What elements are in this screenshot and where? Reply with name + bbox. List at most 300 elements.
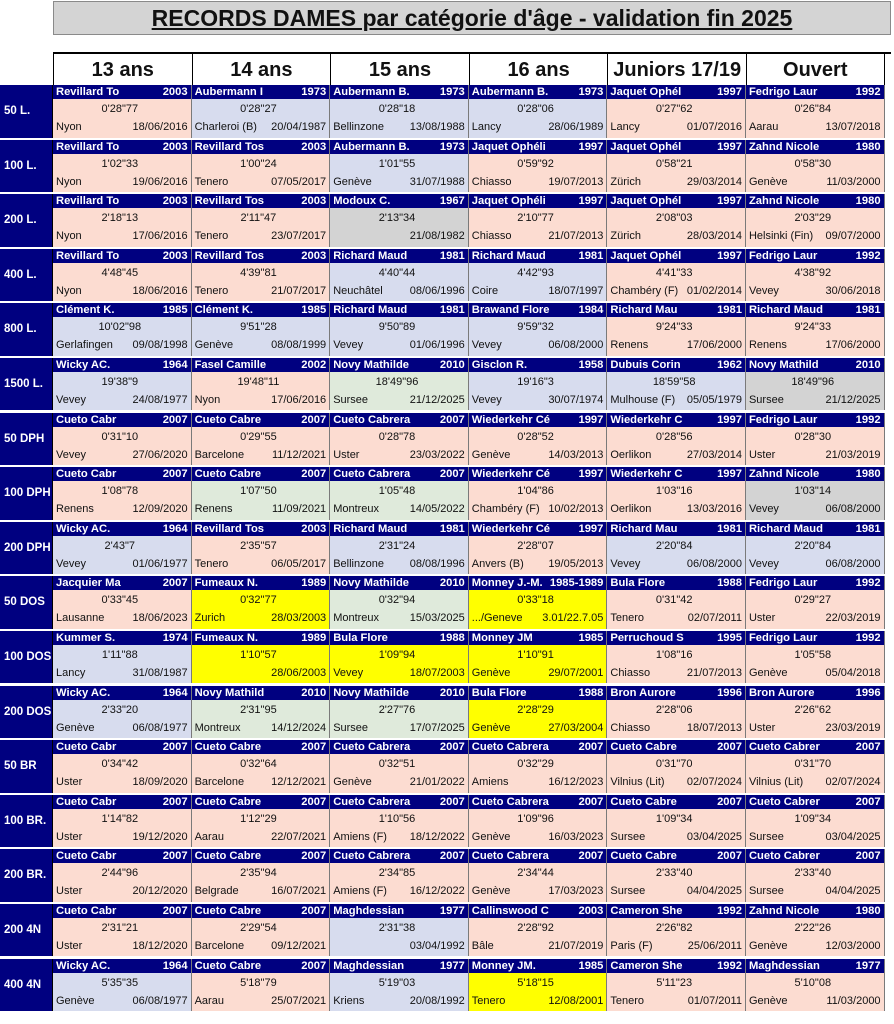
record-place: Genève — [333, 175, 372, 188]
record-cell — [330, 85, 469, 138]
record-holder-name: Jaquet Ophél — [610, 249, 682, 262]
record-date: 09/07/2000 — [825, 230, 881, 243]
record-holder-name: Wiederkehr C — [610, 468, 683, 481]
record-date: 05/04/2018 — [825, 666, 881, 679]
birth-year: 1988 — [439, 631, 465, 644]
record-cell — [53, 795, 192, 848]
record-cell — [192, 576, 331, 629]
record-cell — [330, 194, 469, 247]
record-time: 2'18"13 — [101, 212, 139, 225]
record-time: 2'26"82 — [655, 921, 693, 934]
record-holder-bar — [746, 85, 884, 99]
record-place: Genève — [471, 830, 511, 843]
record-date: 29/07/2001 — [548, 666, 604, 679]
table-row — [0, 467, 894, 520]
record-time: 1'03"16 — [655, 485, 693, 498]
record-holder-name: Fedrigo Laur — [748, 631, 818, 644]
category-header-row — [53, 52, 891, 86]
birth-year: 1992 — [717, 959, 742, 972]
record-holder-name: Bula Flore — [610, 577, 666, 590]
record-date: 11/12/2021 — [271, 448, 327, 461]
record-time: 19'48"11 — [237, 375, 280, 388]
record-cell — [746, 631, 885, 684]
record-holder-name: Zahnd Nicole — [748, 140, 820, 153]
record-time: 1'08"78 — [101, 485, 139, 498]
record-cell — [469, 303, 608, 356]
birth-year: 2010 — [439, 577, 465, 590]
record-time: 1'10"57 — [240, 648, 277, 661]
record-holder-bar — [53, 795, 191, 809]
record-holder-bar — [330, 303, 468, 317]
record-date: 18/09/2020 — [132, 776, 188, 789]
record-holder-name: Wicky AC. — [56, 358, 111, 371]
record-cell — [746, 522, 885, 575]
record-cell — [746, 85, 885, 138]
record-time: 1'09"34 — [794, 812, 832, 825]
birth-year: 2007 — [301, 741, 327, 754]
record-cell — [53, 140, 192, 193]
record-cell — [469, 959, 608, 1012]
record-place: Aarau — [194, 994, 224, 1007]
record-cell — [607, 249, 746, 302]
record-cell — [607, 358, 746, 411]
record-holder-bar — [607, 413, 745, 427]
record-holder-name: Cueto Cabre — [610, 795, 677, 808]
record-time: 18'49"96 — [791, 375, 835, 388]
record-place: Vevey — [748, 284, 779, 297]
record-holder-name: Monney JM — [471, 631, 533, 644]
record-date: 03/04/2025 — [686, 830, 742, 843]
record-time: 5'18"79 — [240, 976, 277, 989]
record-time: 9'50"89 — [378, 321, 416, 334]
record-cell — [192, 140, 331, 193]
event-label: 50 DOS — [4, 596, 45, 609]
record-time: 5'19"03 — [378, 976, 416, 989]
record-cell — [330, 849, 469, 902]
record-date: 11/03/2000 — [826, 175, 881, 188]
record-holder-name: Zahnd Nicole — [748, 904, 820, 917]
birth-year: 1962 — [717, 358, 742, 371]
record-time: 2'31"38 — [378, 921, 416, 934]
record-place: Chiasso — [610, 721, 651, 734]
record-date: 25/06/2011 — [687, 939, 742, 952]
record-time: 0'29"27 — [794, 594, 832, 607]
birth-year: 2007 — [439, 850, 465, 863]
record-place: Kriens — [333, 994, 365, 1007]
birth-year: 1981 — [578, 249, 604, 262]
birth-year: 2003 — [301, 522, 327, 535]
record-holder-name: Fasel Camille — [194, 358, 267, 371]
table-row — [0, 303, 894, 356]
event-label: 100 BR. — [4, 814, 47, 827]
record-holder-name: Cueto Cabr — [56, 850, 117, 863]
record-holder-bar — [607, 194, 745, 208]
record-holder-bar — [469, 413, 607, 427]
record-cell — [469, 631, 608, 684]
record-cell — [192, 249, 331, 302]
record-date: 24/08/1977 — [132, 393, 188, 406]
record-holder-bar — [746, 849, 884, 863]
event-label: 100 L. — [4, 159, 37, 172]
record-date: 06/08/1977 — [132, 721, 188, 734]
record-date: 04/04/2025 — [825, 885, 881, 898]
record-holder-bar — [192, 686, 330, 700]
record-time: 2'20"84 — [655, 539, 693, 552]
table-row — [0, 358, 894, 411]
record-cell — [330, 522, 469, 575]
record-place: Lancy — [56, 666, 86, 679]
record-holder-bar — [607, 522, 745, 536]
record-place: Tenero — [610, 612, 645, 625]
record-holder-name: Cueto Cabre — [610, 741, 677, 754]
record-holder-name: Bula Flore — [471, 686, 527, 699]
table-row — [0, 85, 894, 138]
record-holder-bar — [746, 194, 884, 208]
record-time: 4'40"44 — [378, 266, 416, 279]
record-date: 19/07/2013 — [548, 175, 604, 188]
record-holder-name: Cameron She — [610, 959, 683, 972]
birth-year: 2007 — [717, 741, 742, 754]
record-date: 21/07/2013 — [686, 666, 742, 679]
record-place: Tenero — [194, 284, 229, 297]
record-holder-name: Cueto Cabrera — [333, 741, 411, 754]
event-label: 200 DPH — [4, 541, 51, 554]
birth-year: 2010 — [439, 358, 465, 371]
record-place: Tenero — [471, 994, 506, 1007]
record-cell — [607, 140, 746, 193]
birth-year: 1981 — [855, 522, 881, 535]
record-holder-bar — [192, 631, 330, 645]
record-time: 4'38"92 — [794, 266, 832, 279]
record-holder-name: Novy Mathild — [194, 686, 265, 699]
birth-year: 1974 — [162, 631, 188, 644]
record-time: 0'28"27 — [240, 103, 277, 115]
record-place: Amiens (F) — [333, 830, 387, 843]
record-holder-name: Jacquier Ma — [56, 577, 121, 590]
record-time: 9'24"33 — [655, 321, 693, 334]
record-cell — [746, 849, 885, 902]
record-time: 5'11"23 — [656, 976, 693, 989]
record-holder-name: Cueto Cabre — [194, 468, 262, 481]
record-holder-bar — [53, 959, 191, 973]
record-time: 1'07"50 — [240, 485, 277, 498]
record-holder-bar — [469, 795, 607, 809]
birth-year: 1984 — [578, 304, 604, 317]
birth-year: 2007 — [162, 904, 188, 917]
record-cell — [607, 849, 746, 902]
record-holder-bar — [53, 576, 191, 590]
record-time: 0'58"30 — [794, 157, 832, 170]
event-label: 200 DOS — [4, 705, 52, 718]
record-date: 12/03/2000 — [825, 939, 881, 952]
record-date: 12/09/2020 — [132, 503, 188, 516]
record-time: 0'27"62 — [655, 103, 693, 115]
record-cell — [607, 467, 746, 520]
record-time: 2'22"26 — [794, 921, 832, 934]
record-time: 18'59"58 — [652, 375, 696, 388]
record-time: 9'51"28 — [240, 321, 277, 334]
record-time: 2'10"77 — [517, 212, 554, 225]
birth-year: 2007 — [439, 741, 465, 754]
birth-year: 1985 — [578, 959, 604, 972]
record-holder-name: Cueto Cabre — [194, 850, 262, 863]
record-cell — [607, 413, 746, 466]
record-time: 5'35"35 — [101, 976, 139, 989]
event-label-cell — [0, 140, 53, 193]
birth-year: 1977 — [855, 959, 881, 972]
record-holder-name: Wiederkehr Cé — [471, 413, 551, 426]
record-time: 1'08"16 — [655, 648, 693, 661]
record-holder-name: Bron Aurore — [610, 686, 676, 699]
record-place: Zürich — [610, 175, 641, 188]
record-time: 19'16"3 — [517, 375, 554, 388]
event-label-cell — [0, 358, 53, 411]
record-holder-name: Revillard To — [56, 86, 120, 98]
record-holder-bar — [469, 194, 607, 208]
record-cell — [192, 522, 331, 575]
table-row — [0, 904, 894, 957]
record-time: 0'33"45 — [101, 594, 139, 607]
record-cell — [53, 358, 192, 411]
record-holder-name: Brawand Flore — [471, 304, 550, 317]
record-cell — [192, 303, 331, 356]
record-date: 29/03/2014 — [686, 175, 742, 188]
record-holder-bar — [330, 85, 468, 99]
record-time: 0'32"94 — [378, 594, 416, 607]
record-place: Vevey — [56, 448, 86, 461]
birth-year: 2003 — [162, 86, 188, 98]
record-holder-bar — [746, 413, 884, 427]
record-holder-name: Revillard Tos — [194, 522, 265, 535]
birth-year: 2007 — [717, 850, 742, 863]
record-holder-bar — [192, 522, 330, 536]
table-row — [0, 686, 894, 739]
record-date: 21/01/2022 — [409, 776, 465, 789]
record-place: Lancy — [610, 121, 640, 133]
event-label: 400 4N — [4, 978, 42, 991]
record-cell — [330, 249, 469, 302]
category-header: 13 ans — [53, 54, 192, 86]
birth-year: 2007 — [578, 850, 604, 863]
record-time: 5'10"08 — [794, 976, 832, 989]
record-holder-bar — [330, 686, 468, 700]
record-holder-name: Cueto Cabr — [56, 413, 117, 426]
record-cell — [469, 849, 608, 902]
record-place: Bâle — [471, 939, 494, 952]
record-place: Anvers (B) — [471, 557, 524, 570]
birth-year: 1980 — [855, 468, 881, 481]
record-place: Montreux — [333, 612, 380, 625]
record-time: 2'43"7 — [104, 539, 136, 552]
record-date: 30/07/1974 — [548, 393, 604, 406]
record-holder-name: Clément K. — [194, 304, 254, 317]
record-date: 06/08/1977 — [132, 994, 188, 1007]
record-time: 2'33"40 — [794, 867, 832, 880]
record-cell — [192, 358, 331, 411]
record-holder-bar — [469, 249, 607, 263]
record-holder-name: Novy Mathild — [748, 358, 819, 371]
record-place: Vevey — [333, 666, 364, 679]
record-place: Uster — [56, 830, 83, 843]
record-holder-name: Cueto Cabre — [610, 850, 677, 863]
record-time: 19'38"9 — [101, 375, 139, 388]
record-place: Oerlikon — [610, 448, 652, 461]
record-time: 0'31"70 — [794, 758, 832, 771]
birth-year: 2007 — [855, 850, 881, 863]
record-place: Belgrade — [194, 885, 239, 898]
record-place: Genève — [194, 339, 234, 352]
record-place: Paris (F) — [610, 939, 653, 952]
record-holder-bar — [192, 740, 330, 754]
record-time: 0'28"06 — [517, 103, 554, 115]
birth-year: 1992 — [717, 904, 742, 917]
record-time: 2'28"07 — [517, 539, 554, 552]
record-holder-bar — [192, 140, 330, 154]
record-time: 1'02"33 — [101, 157, 139, 170]
record-time: 0'28"52 — [517, 430, 554, 443]
record-cell — [469, 467, 608, 520]
record-holder-bar — [746, 631, 884, 645]
record-time: 0'34"42 — [101, 758, 139, 771]
record-holder-name: Cueto Cabr — [56, 468, 117, 481]
birth-year: 1997 — [717, 468, 742, 481]
birth-year: 1997 — [717, 86, 742, 98]
record-cell — [192, 959, 331, 1012]
record-holder-bar — [53, 413, 191, 427]
record-time: 1'09"94 — [378, 648, 416, 661]
record-place: Genève — [56, 994, 95, 1007]
record-date: 01/06/1996 — [409, 339, 465, 352]
record-cell — [469, 85, 608, 138]
record-time: 1'14"82 — [101, 812, 139, 825]
record-place: Vilnius (Lit) — [610, 776, 665, 789]
record-holder-bar — [469, 522, 607, 536]
record-holder-bar — [746, 249, 884, 263]
record-time: 2'11"47 — [240, 212, 277, 225]
event-label: 200 BR. — [4, 869, 47, 882]
birth-year: 1981 — [439, 304, 465, 317]
record-cell — [53, 303, 192, 356]
event-label: 400 L. — [4, 268, 37, 281]
record-holder-name: Richard Maud — [471, 249, 546, 262]
record-place: Uster — [56, 885, 83, 898]
record-holder-name: Revillard Tos — [194, 140, 265, 153]
birth-year: 1964 — [162, 959, 188, 972]
record-date: 18/06/2016 — [132, 284, 188, 297]
record-holder-name: Kummer S. — [56, 631, 116, 644]
record-place: Vevey — [748, 503, 779, 516]
record-holder-name: Richard Maud — [333, 304, 408, 317]
record-time: 1'01"55 — [378, 157, 416, 170]
record-place: Vevey — [471, 393, 502, 406]
birth-year: 2007 — [439, 795, 465, 808]
record-time: 1'10"56 — [378, 812, 416, 825]
record-holder-name: Cueto Cabre — [194, 413, 262, 426]
record-place: Vevey — [610, 557, 641, 570]
record-cell — [53, 467, 192, 520]
record-cell — [192, 631, 331, 684]
record-date: 17/06/2016 — [271, 393, 327, 406]
record-holder-name: Bula Flore — [333, 631, 388, 644]
record-cell — [330, 904, 469, 957]
record-holder-bar — [53, 303, 191, 317]
record-holder-name: Maghdessian — [748, 959, 820, 972]
record-time: 2'35"57 — [240, 539, 277, 552]
record-date: 13/03/2016 — [686, 503, 742, 516]
birth-year: 2010 — [439, 686, 465, 699]
record-date: 31/07/1988 — [409, 175, 465, 188]
record-holder-bar — [607, 849, 745, 863]
record-date: 22/07/2021 — [271, 830, 327, 843]
record-place: Lausanne — [56, 612, 105, 625]
record-holder-name: Cueto Cabrera — [333, 413, 411, 426]
record-holder-bar — [330, 194, 468, 208]
record-time: 4'48"45 — [101, 266, 139, 279]
record-cell — [607, 576, 746, 629]
record-place: Chambéry (F) — [610, 284, 679, 297]
record-time: 1'05"48 — [378, 485, 416, 498]
record-holder-bar — [469, 358, 607, 372]
record-time: 4'39"81 — [240, 266, 277, 279]
record-cell — [469, 740, 608, 793]
record-date: 17/06/2000 — [686, 339, 742, 352]
record-holder-bar — [330, 413, 468, 427]
record-holder-name: Aubermann B. — [333, 140, 410, 153]
record-date: 01/02/2014 — [686, 284, 742, 297]
record-place: Amiens (F) — [333, 885, 387, 898]
record-holder-name: Novy Mathilde — [333, 358, 410, 371]
event-label: 50 BR — [4, 760, 37, 773]
record-cell — [469, 413, 608, 466]
record-holder-name: Aubermann B. — [471, 86, 549, 98]
record-holder-bar — [607, 140, 745, 154]
record-holder-name: Fumeaux N. — [194, 577, 259, 590]
record-date: 19/12/2020 — [132, 830, 188, 843]
record-holder-name: Jaquet Ophéli — [471, 140, 546, 153]
record-holder-name: Fedrigo Laur — [748, 249, 818, 262]
birth-year: 1973 — [301, 86, 327, 98]
record-holder-bar — [469, 631, 607, 645]
record-place: Vevey — [748, 557, 779, 570]
record-place: Genève — [471, 721, 511, 734]
record-place: Sursee — [610, 830, 646, 843]
record-holder-bar — [192, 358, 330, 372]
record-holder-name: Jaquet Ophéli — [471, 195, 546, 208]
record-holder-bar — [607, 795, 745, 809]
record-cell — [192, 467, 331, 520]
record-cell — [330, 686, 469, 739]
record-holder-bar — [53, 249, 191, 263]
record-place: Renens — [610, 339, 649, 352]
record-holder-bar — [746, 358, 884, 372]
record-place: Bellinzone — [333, 557, 384, 570]
record-cell — [469, 249, 608, 302]
birth-year: 2003 — [162, 140, 188, 153]
record-holder-bar — [746, 140, 884, 154]
record-date: 18/12/2022 — [409, 830, 465, 843]
record-date: 09/12/2021 — [271, 939, 327, 952]
record-date: 23/07/2017 — [271, 230, 327, 243]
record-date: 02/07/2024 — [686, 776, 742, 789]
record-holder-bar — [469, 467, 607, 481]
record-place: Genève — [748, 175, 788, 188]
event-label: 100 DPH — [4, 487, 51, 500]
record-time: 10'02"98 — [98, 321, 142, 334]
record-time: 2'03"29 — [794, 212, 832, 225]
record-date: 07/05/2017 — [271, 175, 327, 188]
record-place: Amiens — [471, 776, 509, 789]
record-time: 4'41"33 — [655, 266, 693, 279]
